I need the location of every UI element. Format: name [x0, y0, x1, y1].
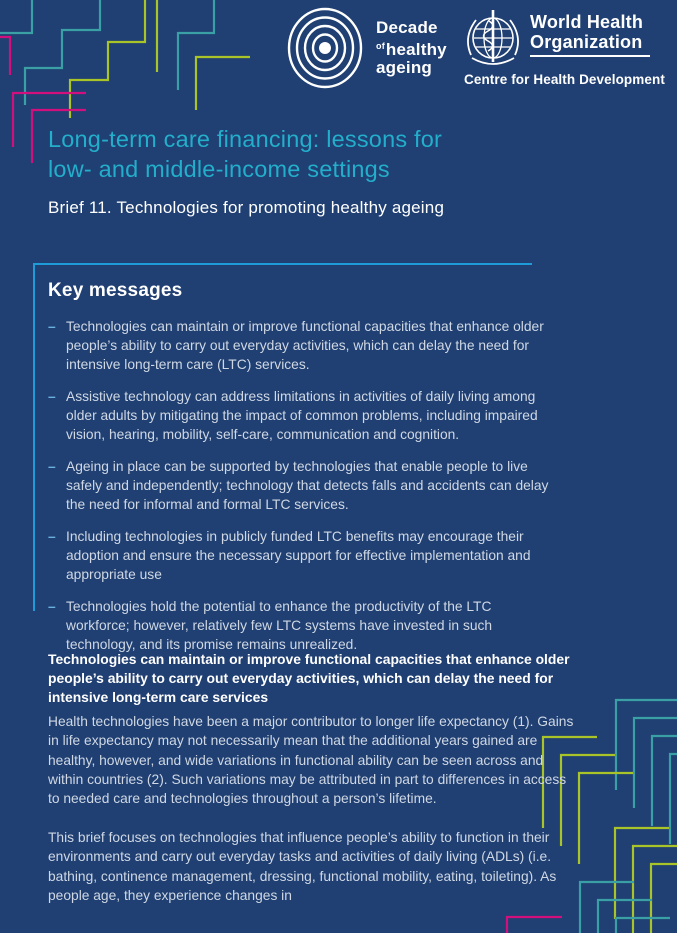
who-logo — [464, 8, 665, 87]
key-message-item — [48, 387, 558, 444]
page-title-line2: low- and middle-income settings — [48, 156, 390, 182]
decade-logo-text — [376, 19, 447, 77]
who-emblem-icon — [464, 8, 522, 66]
decade-logo-of: of — [376, 41, 385, 51]
key-message-text: Including technologies in publicly funded LTC benefits may encourage their adoption and ensure the necessary support for effective implementation and appropriate use — [66, 529, 531, 582]
bullet-dash-icon: – — [48, 529, 56, 544]
key-messages-box — [48, 280, 558, 667]
bullet-dash-icon: – — [48, 459, 56, 474]
section-heading: Technologies can maintain or improve functional capacities that enhance older people’s ability to carry out everyday activities, which can delay the need for intensive long-term care services — [48, 651, 570, 705]
bullet-dash-icon: – — [48, 599, 56, 614]
who-name-line2: Organization — [530, 32, 643, 52]
key-messages-box-left-border — [33, 263, 35, 611]
key-messages-box-top-border — [33, 263, 532, 265]
key-message-item — [48, 317, 558, 374]
decade-logo — [284, 5, 447, 91]
key-messages-heading: Key messages — [48, 280, 183, 301]
key-message-item — [48, 457, 558, 514]
key-message-item — [48, 597, 558, 654]
decade-logo-line3: ageing — [376, 58, 432, 77]
key-message-item — [48, 527, 558, 584]
key-message-text: Technologies hold the potential to enhance the productivity of the LTC workforce; however, relatively few LTC systems have invested in such technology, and its promise remains unrealized. — [66, 599, 493, 652]
bullet-dash-icon: – — [48, 319, 56, 334]
page-subtitle: Brief 11. Technologies for promoting healthy ageing — [48, 198, 445, 217]
key-messages-list — [48, 317, 558, 654]
decade-rings-icon — [284, 5, 366, 91]
who-division-label: Centre for Health Development — [464, 72, 665, 87]
key-message-text: Ageing in place can be supported by technologies that enable people to live safely and independently; technology that detects falls and accidents can delay the need for informal and formal LTC services. — [66, 459, 549, 512]
who-logo-text — [530, 8, 650, 57]
who-name-line1: World Health — [530, 12, 644, 32]
body-paragraph: Health technologies have been a major contributor to longer life expectancy (1). Gains in life expectancy may not necessarily mean that the additional years gained are healthy, however, and wide variations in functional ability can be seen across and within countries (2). Such variations may be attributed in part to differences in access to needed care and technologies throughout a person’s lifetime. — [48, 714, 574, 807]
decade-logo-line1: Decade — [376, 18, 438, 37]
page-title-line1: Long-term care financing: lessons for — [48, 126, 443, 152]
decade-logo-line2: $^{of}$healthy — [376, 40, 447, 59]
bullet-dash-icon: – — [48, 389, 56, 404]
body-paragraph: This brief focuses on technologies that influence people’s ability to function in their environments and carry out everyday tasks and activities of daily living (ADLs) (i.e. bathing, continence management, dressing, functional mobility, eating, toileting). As people age, they experience changes in — [48, 830, 557, 903]
page-title — [48, 124, 442, 184]
who-logo-rule — [530, 55, 650, 57]
key-message-text: Assistive technology can address limitations in activities of daily living among older adults by mitigating the impact of common problems, including impaired vision, hearing, mobility, self-care, communication and cognition. — [66, 389, 538, 442]
key-message-text: Technologies can maintain or improve functional capacities that enhance older people’s ability to carry out everyday activities, which can delay the need for intensive long-term care (LTC) services. — [66, 319, 544, 372]
